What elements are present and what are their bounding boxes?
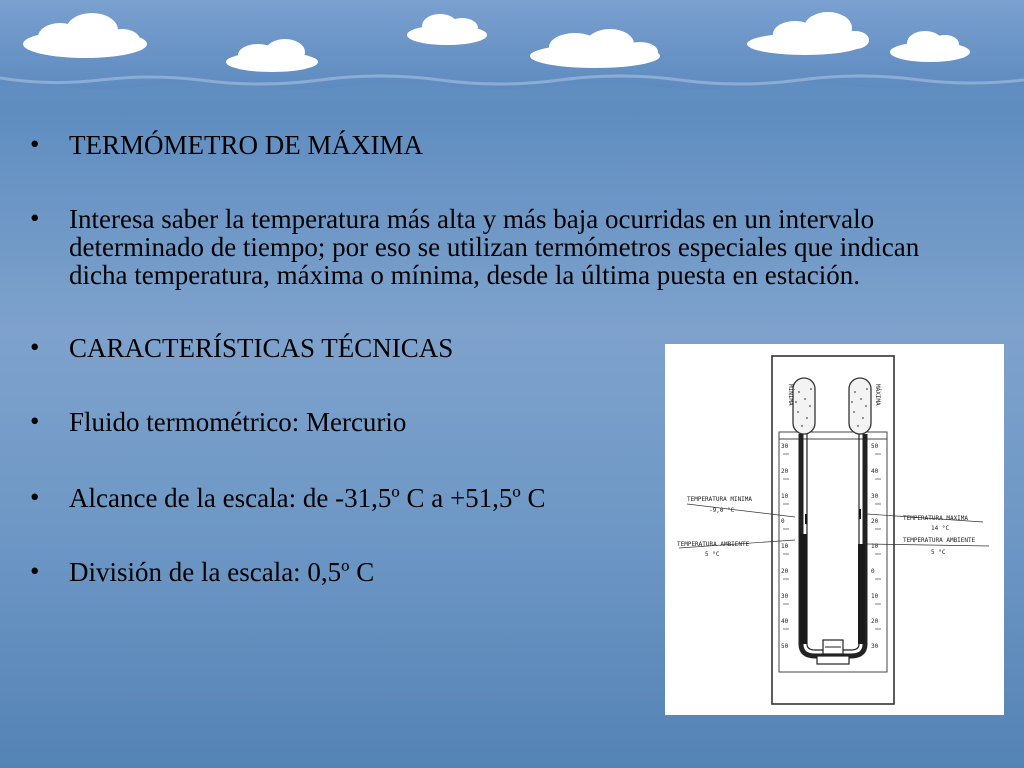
right-scale-tick: 10	[871, 593, 879, 600]
temp-minima-label: TEMPERATURA MINIMA	[687, 496, 753, 503]
slide-title: TERMÓMETRO DE MÁXIMA	[69, 130, 423, 160]
minima-bulb-icon	[793, 378, 815, 434]
thermometer-diagram	[665, 344, 1004, 715]
right-scale-tick: 30	[871, 493, 879, 500]
right-scale-tick: 50	[871, 443, 879, 450]
bullet-marker: •	[30, 203, 40, 233]
left-scale-tick: 30	[781, 593, 789, 600]
temp-minima-value: -9,0 °C	[709, 507, 735, 514]
bullet-marker: •	[30, 556, 40, 586]
bullet-marker: •	[30, 406, 40, 436]
minima-label: MÍNIMA	[787, 384, 794, 406]
right-scale-tick: 0	[871, 568, 875, 575]
section-heading: CARACTERÍSTICAS TÉCNICAS	[69, 333, 454, 363]
temp-ambiente-right-value: 5 °C	[931, 549, 946, 556]
right-scale-tick: 10	[871, 543, 879, 550]
temp-ambiente-left-value: 5 °C	[705, 551, 720, 558]
right-scale	[871, 443, 879, 650]
mercury-column-left	[800, 534, 807, 644]
clamp-icon	[817, 640, 849, 664]
left-scale-tick: 20	[781, 468, 789, 475]
left-scale-tick: 10	[781, 493, 789, 500]
maxima-label: MÁXIMA	[874, 384, 881, 406]
temp-maxima-value: 14 °C	[931, 525, 950, 532]
left-scale-tick: 0	[781, 518, 785, 525]
right-scale-tick: 30	[871, 643, 879, 650]
mercury-column-right	[858, 544, 865, 644]
spec-range: Alcance de la escala: de -31,5º C a +51,5º C	[69, 483, 546, 513]
spec-fluid: Fluido termométrico: Mercurio	[69, 407, 407, 437]
temp-ambiente-left-label: TEMPERATURA AMBIENTE	[677, 541, 750, 548]
bullet-marker: •	[30, 482, 40, 512]
temp-ambiente-right-label: TEMPERATURA AMBIENTE	[903, 537, 976, 544]
left-scale-tick: 20	[781, 568, 789, 575]
bullet-marker: •	[30, 129, 40, 159]
temp-maxima-label: TEMPERATURA MAXIMA	[903, 515, 969, 522]
right-scale-tick: 40	[871, 468, 879, 475]
left-scale-tick: 40	[781, 618, 789, 625]
spec-division: División de la escala: 0,5º C	[69, 557, 375, 587]
maxima-bulb-icon	[849, 378, 871, 434]
left-scale	[781, 443, 789, 650]
left-scale-tick: 50	[781, 643, 789, 650]
u-tube	[801, 434, 865, 656]
left-scale-tick: 10	[781, 543, 789, 550]
right-scale-tick: 20	[871, 618, 879, 625]
left-scale-tick: 30	[781, 443, 789, 450]
description-paragraph: Interesa saber la temperatura más alta y más baja ocurridas en un intervalo determinado de tiempo; por eso se utilizan termómetros especiales que indican dicha temperatura, máxima o mínima, desde la última puesta en estación.	[69, 204, 920, 290]
right-scale-tick: 20	[871, 518, 879, 525]
bullet-marker: •	[30, 332, 40, 362]
